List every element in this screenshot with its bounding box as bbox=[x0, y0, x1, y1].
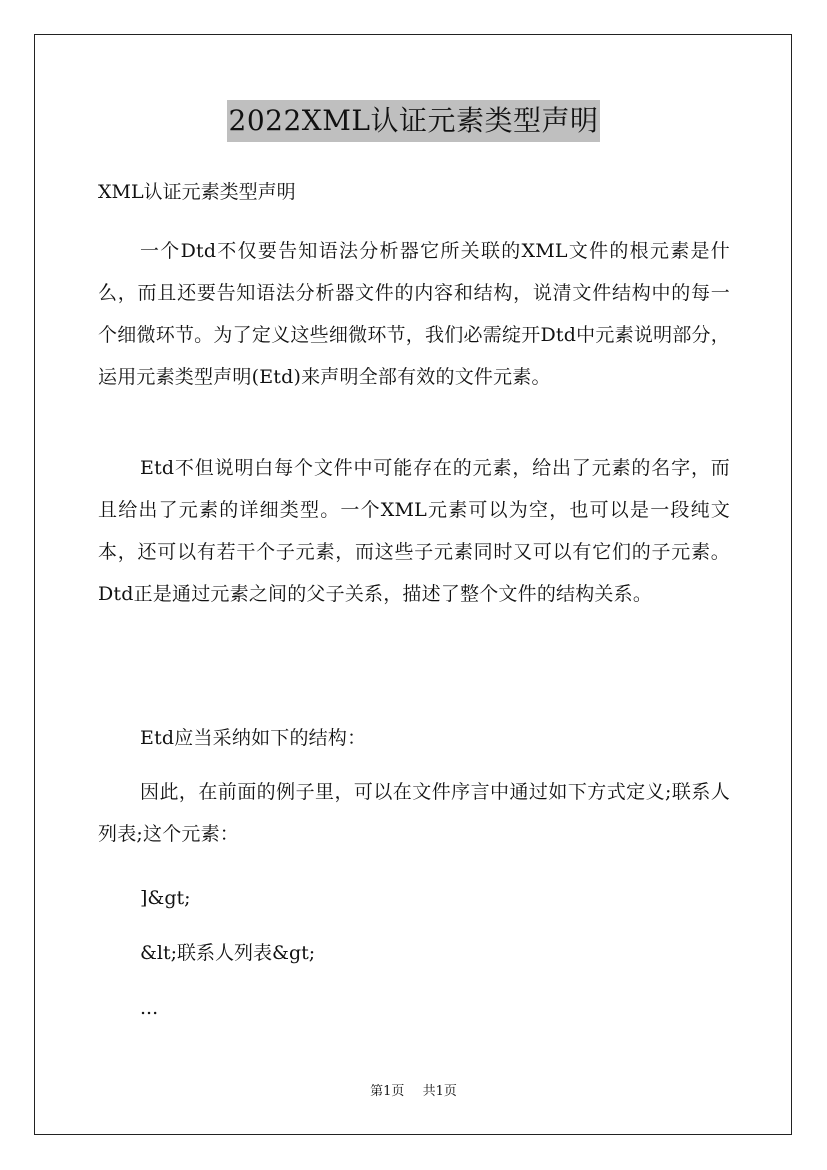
page-total: 共1页 bbox=[422, 1084, 457, 1099]
paragraph-block-3 bbox=[98, 717, 730, 759]
document-subtitle: XML认证元素类型声明 bbox=[98, 181, 296, 203]
title-container bbox=[0, 100, 827, 142]
code-line: ]&gt; bbox=[140, 887, 191, 909]
paragraph-block-2 bbox=[98, 447, 730, 615]
code-line: &lt;联系人列表&gt; bbox=[140, 942, 316, 964]
page-number: 第1页 bbox=[370, 1084, 405, 1099]
paragraph: Etd不但说明白每个文件中可能存在的元素，给出了元素的名字，而且给出了元素的详细类型。一个XML元素可以为空，也可以是一段纯文本，还可以有若干个子元素，而这些子元素同时又可以有它们的子元素。Dtd正是通过元素之间的父子关系，描述了整个文件的结构关系。 bbox=[98, 457, 730, 605]
paragraph: Etd应当采纳如下的结构： bbox=[140, 727, 367, 749]
paragraph: 因此，在前面的例子里，可以在文件序言中通过如下方式定义;联系人列表;这个元素： bbox=[98, 781, 730, 845]
page-footer bbox=[0, 1082, 827, 1102]
paragraph-block-1 bbox=[98, 230, 730, 398]
document-title: 2022XML认证元素类型声明 bbox=[227, 100, 601, 142]
ellipsis-line: ... bbox=[140, 997, 159, 1019]
paragraph: 一个Dtd不仅要告知语法分析器它所关联的XML文件的根元素是什么，而且还要告知语法分析器文件的内容和结构，说清文件结构中的每一个细微环节。为了定义这些细微环节，我们必需绽开Dtd中元素说明部分，运用元素类型声明(Etd)来声明全部有效的文件元素。 bbox=[98, 240, 730, 388]
paragraph-block-4 bbox=[98, 771, 730, 855]
